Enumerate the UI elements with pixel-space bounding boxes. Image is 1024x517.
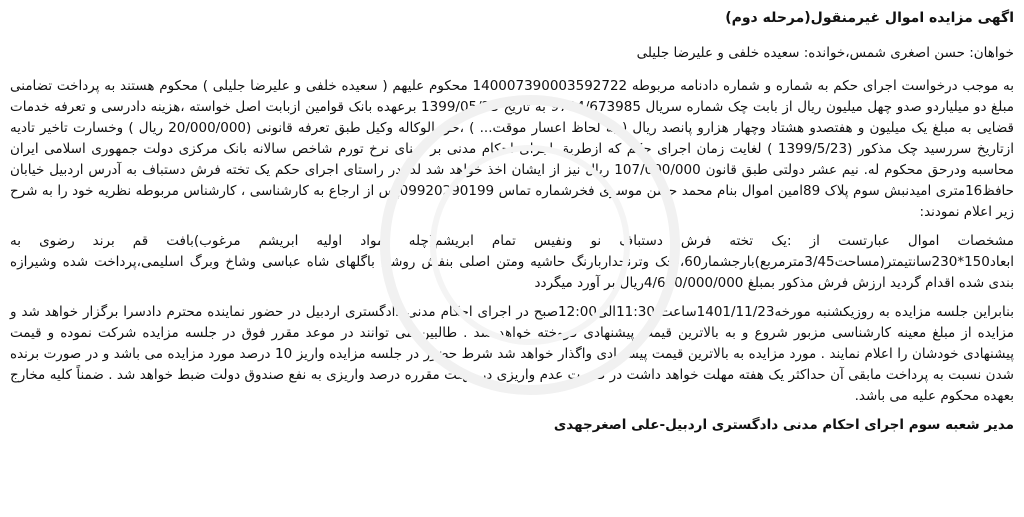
paragraph-property-specs: مشخصات اموال عبارتست از :یک تخته فرش دستباف نو ونفیس تمام ابریشم(چله ومواد اولیه ابریشم مرغوب)بافت قم برند رضوی به ابعاد150*230سانتیمتر(مساحت3/45مترمربع)بارجشمار60،لچک وترنجداربارنگ حاشیه ومتن اصلی بنفش روشن باگلهای شاه عباسی وشاخ وبرگ اسلیمی،پرداخت شده وشیرازه بندی شده اقدام گردید ارزش فرش مذکور بمبلغ 4/600/000/000ریال بر آورد میگردد — [10, 233, 1014, 291]
auction-notice — [10, 0, 1014, 436]
notice-title: اگهی مزایده اموال غیرمنقول(مرحله دوم) — [725, 10, 1014, 26]
paragraph-judgment: به موجب درخواست اجرای حکم به شماره و شماره دادنامه مربوطه 140007390003592722 محکوم علیهم ( سعیده خلفی و علیرضا جلیلی ) محکوم هستند به پرداخت تضامنی مبلغ دو میلیاردو صدو چهل میلیون ریال از بابت چک شماره سریال 9704/673985 به تاریخ 1399/05/23 برعهده بانک قوامین ازبابت اصل خواسته ،هزینه دادرسی و تعرفه خدمات قضایی به مبلغ یک میلیون و هفتصدو هشتاد وچهار هزارو پانصد ریال ( به لحاظ اعسار موقت... ) ،حق الوکاله وکیل طبق تعرفه قانونی (20/000/000 ریال ) وخسارت تاخیر تادیه ازتاریخ سررسید چک مذکور (1399/5/23 ) لغایت زمان اجرای حکم که ازطریق اجرای احکام مدنی بر مبنای نرخ تورم شاخص سالانه بانک مرکزی دولت جمهوری اسلامی ایران محاسبه ودرحق محکوم له. نیم عشر دولتی طبق قانون 107/000/000 ریال نیز از ایشان اخذ خواهد شد لذا در راستای اجرای حکم یک تخته فرش دستباف به آدرس اردبیل خیابان حافظ16متری امیدنبش سوم پلاک 89امین اموال بنام محمد حسن موسوی فخرشماره تماس 09920290199پس از ارجاع به کارشناسی ، کارشناس مربوطه نظریه خود را به شرح زیر اعلام نمودند: — [10, 78, 1015, 220]
signature-line: مدیر شعبه سوم اجرای احکام مدنی دادگستری اردبیل-علی اصغرجهدی — [553, 417, 1014, 433]
parties-line: خواهان: حسن اصغری شمس،خوانده: سعیده خلفی و علیرضا جلیلی — [636, 45, 1014, 61]
paragraph-auction-session: بنابراین جلسه مزایده به روزیکشنبه مورخه1401/11/23ساعت 11:30الی12:00صبح در اجرای احکام مدنی دادگستری اردبیل در حضور نماینده محترم دادسرا برگزار خواهد شد و مزایده از مبلغ معینه کارشناسی مزبور شروع و به بالاترین قیمت پیشنهادی فروخته خواهد شد . طالبین می توانند در موعد مقرر فوق در جلسه مزایده شرکت نموده و قیمت پیشنهادی خودشان را اعلام نمایند . مورد مزایده به بالاترین قیمت پیشنهادی واگذار خواهد شد شرط حضور در جلسه مزایده واریز 10 درصد مورد مزایده می باشد و در صورت برنده شدن نسبت به پرداخت مابقی آن حداکثر یک هفته مهلت خواهد داشت در صورت عدم واریزی در مهلت مقرره درصد واریزی به نفع صندوق دولت ضبط خواهد شد . ضمناً کلیه مخارج بعهده محکوم علیه می باشد. — [10, 304, 1014, 404]
